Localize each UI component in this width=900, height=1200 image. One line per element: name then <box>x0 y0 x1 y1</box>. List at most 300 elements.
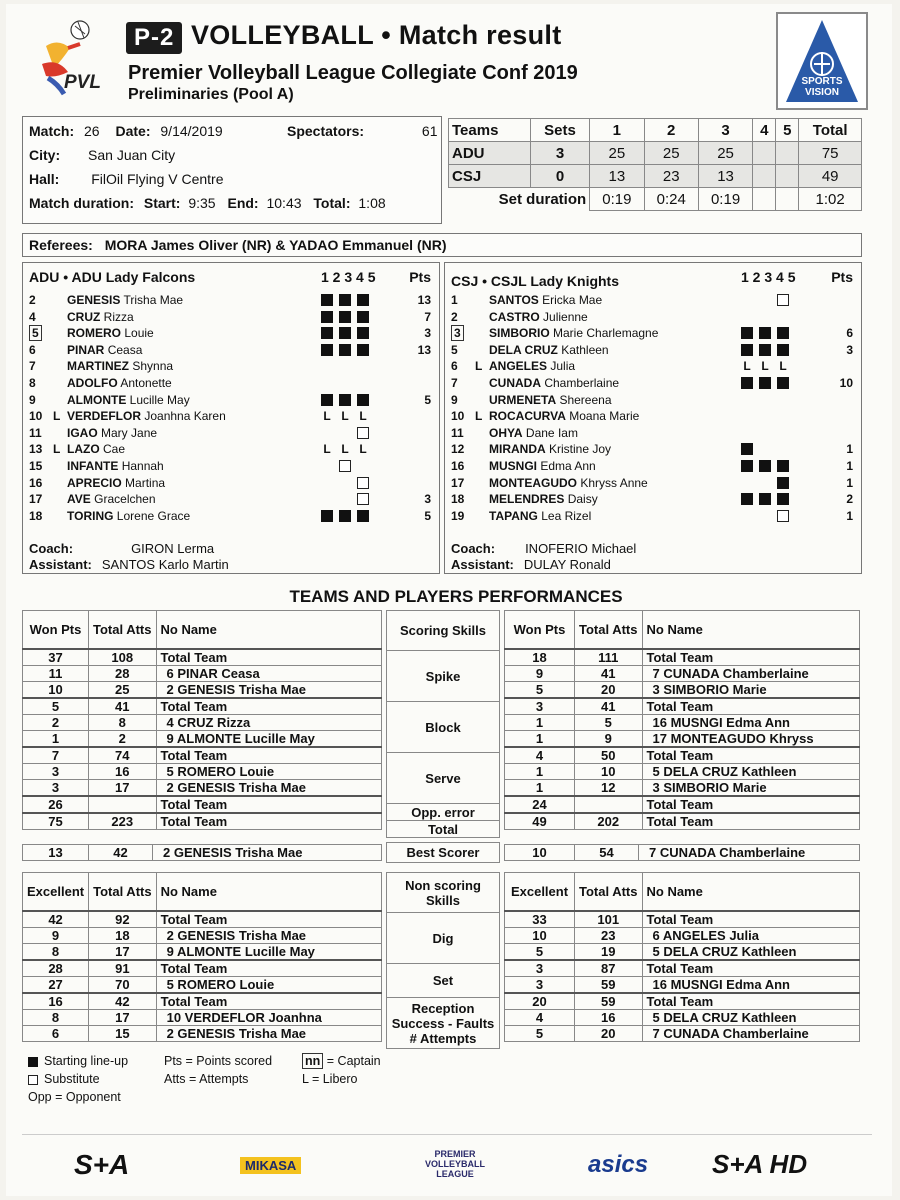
player-number-value: 5 <box>451 342 458 357</box>
player-number <box>29 326 57 340</box>
starting-square-icon <box>339 311 351 323</box>
player-row <box>23 393 439 409</box>
starting-square-icon <box>339 394 351 406</box>
perf-player-name: Total Team <box>156 796 382 813</box>
player-number-value: 6 <box>451 359 458 374</box>
player-number <box>451 393 479 407</box>
referees-value: MORA James Oliver (NR) & YADAO Emmanuel (NR) <box>104 237 447 253</box>
player-row <box>23 442 439 458</box>
sponsor-mikasa-logo: MIKASA <box>240 1157 301 1174</box>
player-points: 5 <box>424 392 431 407</box>
score-header-sets: Sets <box>530 119 589 142</box>
hall-value: FilOil Flying V Centre <box>91 171 224 187</box>
perf-player-name: Total Team <box>156 813 382 830</box>
assistant-label: Assistant: <box>451 557 514 572</box>
roster-title: ADU • ADU Lady Falcons <box>29 269 196 285</box>
perf-player-name: Total Team <box>642 960 860 977</box>
player-number <box>29 476 57 490</box>
pvl-logo-text: PVL <box>64 72 101 93</box>
perf-player-name: 3 SIMBORIO Marie <box>642 779 860 796</box>
perf-value: 10 <box>505 927 575 943</box>
duration-label: Match duration: <box>29 195 134 211</box>
player-first-name: Hannah <box>121 459 164 473</box>
match-value: 26 <box>84 123 100 139</box>
skills-header-row <box>387 611 500 651</box>
perf-value: 1 <box>505 730 575 747</box>
perf-player-name: Total Team <box>156 698 382 715</box>
player-number-value: 6 <box>29 342 36 357</box>
starting-square-icon <box>759 327 771 339</box>
perf-value: 1 <box>505 779 575 796</box>
perf-attempts: 10 <box>575 763 643 779</box>
libero-mark: L <box>359 409 367 424</box>
perf-attempts: 17 <box>89 943 157 960</box>
player-last-name: ANGELES <box>489 359 548 374</box>
perf-row <box>23 796 382 813</box>
score-header-set3: 3 <box>698 119 752 142</box>
player-first-name: Lucille May <box>129 392 190 407</box>
player-row <box>445 343 861 359</box>
match-label: Match: <box>29 123 75 139</box>
perf-player-name: 5 DELA CRUZ Kathleen <box>642 943 860 960</box>
perf-header-row <box>505 611 860 649</box>
perf-row <box>23 943 382 960</box>
perf-row <box>23 911 382 928</box>
sponsor-asics-logo: asics <box>588 1151 649 1178</box>
player-number-value: 10 <box>29 409 43 424</box>
roster-adu <box>22 262 440 574</box>
league-name: Premier Volleyball League Collegiate Conf 2019 <box>128 62 578 84</box>
player-name <box>489 310 588 324</box>
perf-header-cell: No Name <box>642 873 860 911</box>
best-scorer-adu <box>22 844 382 861</box>
skill-row <box>387 913 500 964</box>
sponsor-sa-hd-logo: S+A HD <box>712 1149 808 1179</box>
perf-player-name: 2 GENESIS Trisha Mae <box>156 1025 381 1041</box>
player-row <box>445 426 861 442</box>
spectators-label: Spectators: <box>287 123 365 139</box>
player-first-name: Lea Rizel <box>541 508 592 523</box>
player-name <box>489 359 575 373</box>
perf-header-cell: No Name <box>642 611 860 649</box>
perf-value: 8 <box>23 1009 89 1025</box>
best-won-pts: 13 <box>23 845 89 861</box>
player-name <box>67 343 142 357</box>
player-first-name: Mary Jane <box>101 425 158 440</box>
player-row <box>445 376 861 392</box>
set-duration-5 <box>776 188 799 211</box>
player-number <box>451 459 479 473</box>
score-header-total: Total <box>799 119 862 142</box>
perf-attempts: 92 <box>89 911 157 928</box>
player-last-name: ADOLFO <box>67 376 118 390</box>
perf-player-name: 7 CUNADA Chamberlaine <box>642 665 860 681</box>
match-info-box <box>22 116 442 224</box>
score-set3: 13 <box>698 165 752 188</box>
perf-player-name: Total Team <box>642 911 860 928</box>
coach-line <box>451 541 636 556</box>
player-name <box>67 310 134 324</box>
player-number <box>451 343 479 357</box>
player-name <box>67 393 190 407</box>
perf-row <box>23 665 382 681</box>
perf-player-name: 16 MUSNGI Edma Ann <box>642 976 860 993</box>
perf-value: 3 <box>23 763 89 779</box>
perf-attempts: 70 <box>89 976 157 993</box>
perf-attempts: 15 <box>89 1025 157 1041</box>
perf-player-name: 9 ALMONTE Lucille May <box>156 730 382 747</box>
player-row <box>445 476 861 492</box>
substitute-square-icon <box>339 460 351 472</box>
perf-value: 9 <box>505 665 575 681</box>
player-name <box>67 476 165 490</box>
perf-player-name: 7 CUNADA Chamberlaine <box>642 1025 860 1041</box>
player-points: 10 <box>839 376 853 390</box>
perf-row <box>23 730 382 747</box>
libero-mark: L <box>761 359 769 374</box>
scoring-table-csj <box>504 610 860 830</box>
libero-mark: L <box>779 359 787 374</box>
player-number-value: 12 <box>451 442 465 457</box>
perf-attempts: 59 <box>575 976 643 993</box>
player-last-name: IGAO <box>67 425 98 440</box>
perf-attempts: 223 <box>89 813 157 830</box>
best-player-name: 2 GENESIS Trisha Mae <box>153 845 382 861</box>
best-scorer-label-box <box>386 842 500 863</box>
player-row <box>445 310 861 326</box>
player-first-name: Trisha Mae <box>123 293 184 307</box>
sports-vision-logo <box>776 12 868 110</box>
perf-player-name: Total Team <box>642 698 860 715</box>
starting-square-icon <box>741 460 753 472</box>
legend-starting-text: Starting line-up <box>44 1054 129 1068</box>
player-name <box>489 393 612 407</box>
set-duration-4 <box>753 188 776 211</box>
player-first-name: Shereena <box>559 392 612 407</box>
player-points: 1 <box>846 475 853 490</box>
player-number <box>451 376 479 390</box>
player-last-name: MUSNGI <box>489 459 537 473</box>
player-number <box>451 476 479 490</box>
player-points: 3 <box>424 492 431 507</box>
perf-player-name: 16 MUSNGI Edma Ann <box>642 714 860 730</box>
player-first-name: Joanhna Karen <box>144 409 226 424</box>
player-name <box>489 326 658 340</box>
starting-square-icon <box>357 394 369 406</box>
perf-attempts: 74 <box>89 747 157 764</box>
perf-attempts: 59 <box>575 993 643 1010</box>
player-number <box>451 426 479 440</box>
player-last-name: MONTEAGUDO <box>489 475 577 490</box>
player-number <box>29 393 57 407</box>
perf-header-cell: No Name <box>156 611 382 649</box>
legend-opp: Opp = Opponent <box>28 1090 121 1104</box>
set-duration-row <box>449 188 862 211</box>
perf-attempts: 23 <box>575 927 643 943</box>
libero-mark: L <box>323 442 331 457</box>
legend-substitute-text: Substitute <box>44 1072 100 1086</box>
starting-square-icon <box>321 394 333 406</box>
player-row <box>23 509 439 525</box>
starting-square-icon <box>741 493 753 505</box>
player-name <box>489 343 609 357</box>
player-row <box>23 376 439 392</box>
player-last-name: LAZO <box>67 442 100 457</box>
perf-player-name: 17 MONTEAGUDO Khryss <box>642 730 860 747</box>
set-columns-label: 1 2 3 4 5 <box>321 269 376 285</box>
score-set4 <box>753 142 776 165</box>
player-last-name: CASTRO <box>489 309 540 324</box>
perf-value: 16 <box>23 993 89 1010</box>
player-number-value: 19 <box>451 508 465 523</box>
best-scorer-csj <box>504 844 860 861</box>
perf-row <box>23 1009 382 1025</box>
skill-row <box>387 998 500 1049</box>
player-last-name: ROMERO <box>67 326 121 341</box>
player-row <box>23 409 439 425</box>
starting-square-icon <box>28 1057 38 1067</box>
perf-attempts: 20 <box>575 681 643 698</box>
perf-player-name: 2 GENESIS Trisha Mae <box>156 779 382 796</box>
player-points: 1 <box>846 508 853 523</box>
perf-player-name: Total Team <box>156 649 382 666</box>
perf-header-cell: Won Pts <box>23 611 89 649</box>
date-label: Date: <box>115 123 151 139</box>
player-first-name: Kristine Joy <box>549 442 612 457</box>
player-last-name: SANTOS <box>489 293 539 307</box>
player-points: 5 <box>424 508 431 523</box>
city-row <box>29 147 175 163</box>
coach-line <box>29 541 214 556</box>
score-sets: 3 <box>530 142 589 165</box>
starting-square-icon <box>777 377 789 389</box>
perf-value: 26 <box>23 796 89 813</box>
player-name <box>67 293 183 307</box>
starting-square-icon <box>339 344 351 356</box>
player-row <box>445 359 861 375</box>
player-number <box>29 359 57 373</box>
perf-value: 10 <box>23 681 89 698</box>
perf-player-name: Total Team <box>156 747 382 764</box>
perf-value: 4 <box>505 747 575 764</box>
player-points: 3 <box>424 326 431 341</box>
libero-flag: L <box>53 409 61 424</box>
perf-value: 4 <box>505 1009 575 1025</box>
player-first-name: Daisy <box>567 492 598 507</box>
player-first-name: Lorene Grace <box>116 508 191 523</box>
assistant-name: DULAY Ronald <box>523 557 611 572</box>
perf-value: 5 <box>23 698 89 715</box>
player-first-name: Gracelchen <box>94 492 156 507</box>
player-last-name: CUNADA <box>489 376 541 390</box>
skill-label: Spike <box>387 651 500 702</box>
perf-value: 37 <box>23 649 89 666</box>
perf-value: 18 <box>505 649 575 666</box>
performances-title: TEAMS AND PLAYERS PERFORMANCES <box>289 587 623 606</box>
player-name <box>67 426 157 440</box>
player-name <box>67 409 226 423</box>
set-duration-1: 0:19 <box>590 188 644 211</box>
perf-attempts: 2 <box>89 730 157 747</box>
coach-label: Coach: <box>451 541 496 556</box>
player-number <box>29 426 57 440</box>
perf-player-name: 5 DELA CRUZ Kathleen <box>642 763 860 779</box>
player-number-value: 5 <box>29 325 42 341</box>
perf-row <box>505 763 860 779</box>
score-row-csj <box>449 165 862 188</box>
player-number-value: 16 <box>451 459 465 473</box>
perf-attempts: 41 <box>89 698 157 715</box>
perf-attempts: 41 <box>575 665 643 681</box>
perf-row <box>505 993 860 1010</box>
perf-attempts <box>89 796 157 813</box>
perf-row <box>505 681 860 698</box>
hall-label: Hall: <box>29 171 60 187</box>
skills-header: Scoring Skills <box>387 611 500 651</box>
perf-value: 49 <box>505 813 575 830</box>
player-last-name: ALMONTE <box>67 392 127 407</box>
player-row <box>445 459 861 475</box>
starting-square-icon <box>321 327 333 339</box>
best-total-atts: 42 <box>89 845 153 861</box>
total-label: Total: <box>313 195 351 211</box>
referees-label: Referees: <box>29 237 93 253</box>
player-last-name: TAPANG <box>489 508 538 523</box>
player-name <box>489 509 591 523</box>
starting-square-icon <box>339 327 351 339</box>
match-result-sheet <box>6 4 892 1196</box>
score-header-set4: 4 <box>753 119 776 142</box>
score-team: CSJ <box>449 165 531 188</box>
player-row <box>445 509 861 525</box>
player-last-name: MARTINEZ <box>67 359 129 374</box>
skill-label: Serve <box>387 753 500 804</box>
starting-square-icon <box>759 493 771 505</box>
player-row <box>445 293 861 309</box>
starting-square-icon <box>357 311 369 323</box>
perf-attempts: 17 <box>89 779 157 796</box>
perf-attempts: 25 <box>89 681 157 698</box>
player-row <box>23 476 439 492</box>
set-duration-3: 0:19 <box>698 188 752 211</box>
player-name <box>67 509 190 523</box>
perf-player-name: 3 SIMBORIO Marie <box>642 681 860 698</box>
match-number-row <box>29 123 223 139</box>
perf-player-name: Total Team <box>156 960 381 977</box>
score-set1: 25 <box>590 142 644 165</box>
player-number-value: 7 <box>451 376 458 390</box>
perf-value: 3 <box>23 779 89 796</box>
player-first-name: Chamberlaine <box>544 376 620 390</box>
perf-value: 1 <box>505 763 575 779</box>
total-value: 1:08 <box>358 195 386 211</box>
starting-square-icon <box>357 294 369 306</box>
perf-row <box>23 681 382 698</box>
player-last-name: SIMBORIO <box>489 326 550 341</box>
page-code-badge: P-2 <box>126 22 182 54</box>
player-first-name: Moana Marie <box>569 409 640 424</box>
best-total-atts: 54 <box>575 845 639 861</box>
city-label: City: <box>29 147 61 163</box>
perf-value: 42 <box>23 911 89 928</box>
player-points: 3 <box>846 342 853 357</box>
perf-value: 5 <box>505 1025 575 1041</box>
player-first-name: Ceasa <box>107 342 143 357</box>
libero-flag: L <box>475 409 483 424</box>
player-number-value: 16 <box>29 475 43 490</box>
player-first-name: Julia <box>550 359 576 374</box>
perf-attempts: 18 <box>89 927 157 943</box>
perf-player-name: 5 ROMERO Louie <box>156 976 381 993</box>
perf-row <box>505 796 860 813</box>
player-first-name: Antonette <box>120 376 172 390</box>
skill-label-line: Reception <box>411 1000 475 1016</box>
perf-row <box>505 943 860 960</box>
skill-row <box>387 804 500 821</box>
perf-value: 20 <box>505 993 575 1010</box>
player-number <box>451 293 479 307</box>
perf-attempts: 5 <box>575 714 643 730</box>
perf-attempts: 16 <box>575 1009 643 1025</box>
skills-header: Non scoring Skills <box>387 873 500 913</box>
perf-value: 27 <box>23 976 89 993</box>
perf-value: 1 <box>505 714 575 730</box>
perf-attempts: 87 <box>575 960 643 977</box>
perf-value: 9 <box>23 927 89 943</box>
perf-value: 5 <box>505 943 575 960</box>
player-first-name: Julienne <box>543 309 588 324</box>
player-number-value: 11 <box>451 425 464 440</box>
libero-flag: L <box>53 442 61 457</box>
player-last-name: PINAR <box>67 342 105 357</box>
perf-value: 5 <box>505 681 575 698</box>
date-value: 9/14/2019 <box>160 123 223 139</box>
player-number <box>451 509 479 523</box>
assistant-label: Assistant: <box>29 557 92 572</box>
perf-player-name: Total Team <box>642 813 860 830</box>
player-last-name: OHYA <box>489 425 523 440</box>
legend-pts: Pts = Points scored <box>164 1054 273 1068</box>
coach-name: INOFERIO Michael <box>525 541 637 556</box>
roster-title: CSJ • CSJL Lady Knights <box>451 273 620 289</box>
perf-attempts: 108 <box>89 649 157 666</box>
score-set3: 25 <box>698 142 752 165</box>
player-row <box>23 326 439 342</box>
player-first-name: Marie Charlemagne <box>553 326 659 341</box>
player-last-name: AVE <box>67 492 91 507</box>
perf-header-cell: No Name <box>156 873 381 911</box>
player-points: 13 <box>417 342 431 357</box>
perf-row <box>23 813 382 830</box>
player-number <box>451 492 479 506</box>
perf-player-name: 6 ANGELES Julia <box>642 927 860 943</box>
score-set4 <box>753 165 776 188</box>
start-value: 9:35 <box>188 195 216 211</box>
player-number <box>29 343 57 357</box>
sponsor-strip <box>22 1134 872 1198</box>
player-row <box>23 359 439 375</box>
player-number <box>29 293 57 307</box>
start-label: Start: <box>143 195 181 211</box>
player-first-name: Edma Ann <box>540 459 596 473</box>
player-last-name: ROCACURVA <box>489 409 566 424</box>
perf-row <box>505 714 860 730</box>
score-set2: 23 <box>644 165 698 188</box>
skill-row <box>387 821 500 838</box>
player-number <box>29 459 57 473</box>
player-number <box>29 376 57 390</box>
starting-square-icon <box>777 460 789 472</box>
